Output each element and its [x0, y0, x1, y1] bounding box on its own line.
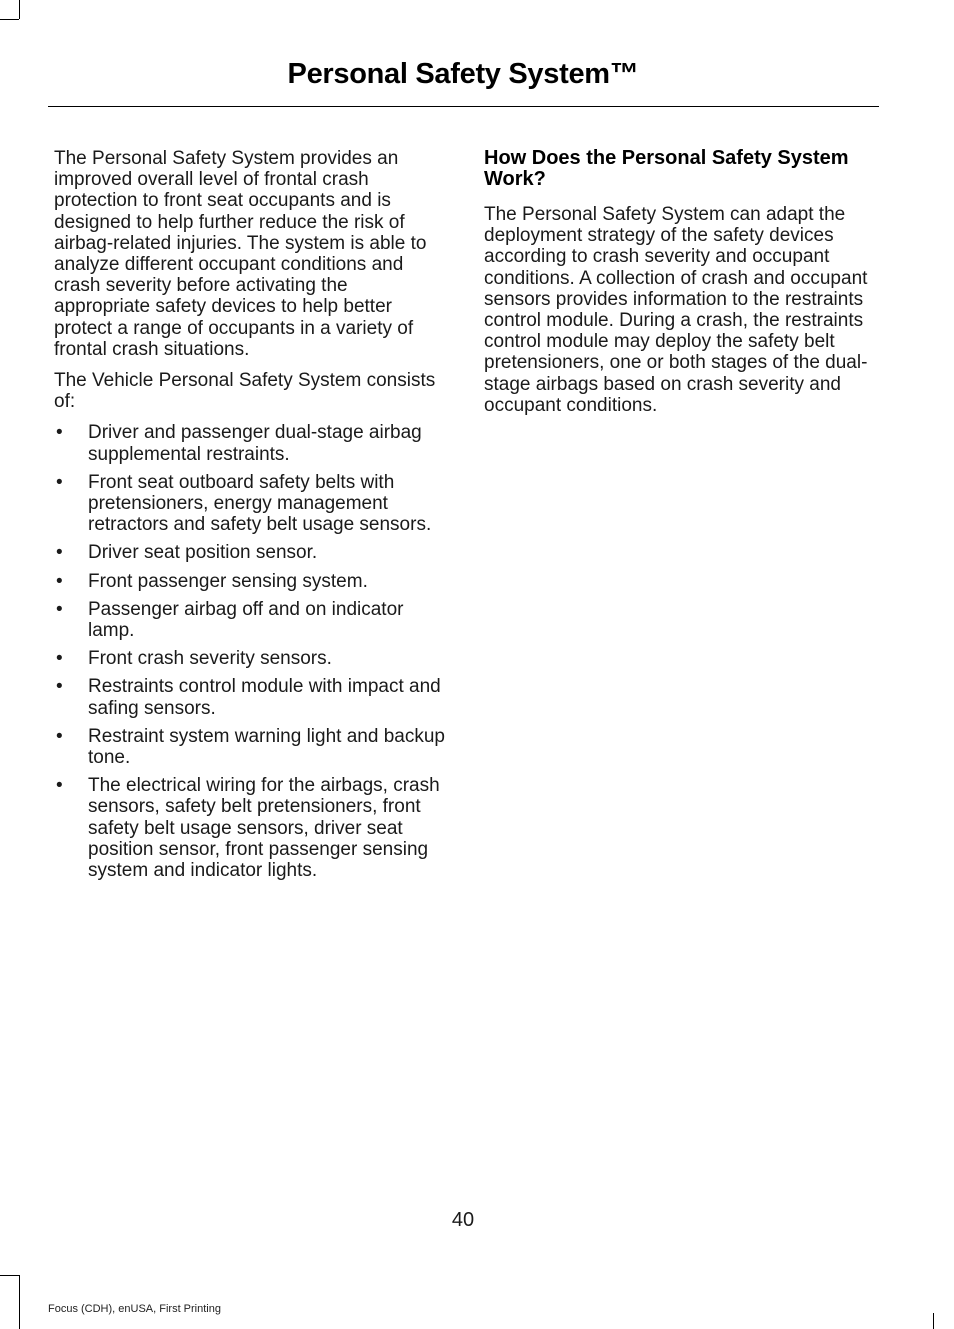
page-title: Personal Safety System™: [287, 58, 639, 90]
list-item: [54, 648, 446, 669]
list-item-text: Front passenger sensing system.: [88, 570, 368, 592]
crop-mark-bottom-left-horizontal: [0, 1275, 19, 1276]
list-item-text: The electrical wiring for the airbags, crash sensors, safety belt pretensioners, front safety belt usage sensors, driver seat position sensor, front passenger sensing system and indicator lights.: [88, 775, 440, 882]
consists-of-paragraph: The Vehicle Personal Safety System consists of:: [54, 370, 436, 413]
bullet: •: [56, 676, 63, 698]
list-item-text: Passenger airbag off and on indicator lamp.: [88, 598, 404, 642]
page-number: 40: [451, 1209, 475, 1231]
intro-paragraph: The Personal Safety System provides an improved overall level of frontal crash protection to front seat occupants and is designed to help further reduce the risk of airbag-related injuries. The system is able to analyze different occupant conditions and crash severity before activating the appropriate safety devices to help better protect a range of occupants in a variety of frontal crash situations.: [54, 148, 427, 360]
bullet: •: [56, 471, 63, 493]
bullet: •: [56, 422, 63, 444]
components-list: [54, 422, 446, 881]
bullet: •: [56, 542, 63, 564]
list-item: [54, 676, 446, 718]
crop-mark-top-left-vertical: [19, 0, 20, 19]
footer-text: Focus (CDH), enUSA, First Printing: [48, 1303, 221, 1315]
list-item-text: Restraint system warning light and backup tone.: [88, 725, 445, 769]
crop-mark-bottom-left-vertical: [19, 1275, 20, 1329]
bullet: •: [56, 570, 63, 592]
list-item-text: Driver and passenger dual-stage airbag supplemental restraints.: [88, 422, 422, 465]
section-paragraph: The Personal Safety System can adapt the deployment strategy of the safety devices according to crash severity and occupant conditions. A collection of crash and occupant sensors provides information to the restraints control module. During a crash, the restraints control module may deploy the safety belt pretensioners, one or both stages of the dual-stage airbags based on crash severity and occupant conditions.: [484, 204, 868, 416]
list-item-text: Driver seat position sensor.: [88, 542, 318, 564]
crop-mark-bottom-right-vertical: [933, 1313, 934, 1329]
list-item-text: Front seat outboard safety belts with pretensioners, energy management retractors and safety belt usage sensors.: [88, 471, 432, 536]
title-divider: [48, 106, 879, 107]
bullet: •: [56, 598, 63, 620]
bullet: •: [56, 648, 63, 670]
list-item-text: Front crash severity sensors.: [88, 648, 332, 670]
crop-mark-top-left-horizontal: [0, 19, 19, 20]
bullet: •: [56, 775, 63, 797]
section-heading: How Does the Personal Safety System Work?: [484, 147, 849, 190]
list-item: [54, 775, 446, 881]
left-column: [54, 148, 446, 888]
list-item: [54, 472, 446, 536]
right-column: [484, 148, 876, 426]
bullet: •: [56, 725, 63, 747]
list-item: [54, 726, 446, 768]
list-item: [54, 422, 446, 464]
list-item-text: Restraints control module with impact and safing sensors.: [88, 676, 441, 719]
list-item: [54, 542, 446, 563]
list-item: [54, 571, 446, 592]
list-item: [54, 599, 446, 641]
